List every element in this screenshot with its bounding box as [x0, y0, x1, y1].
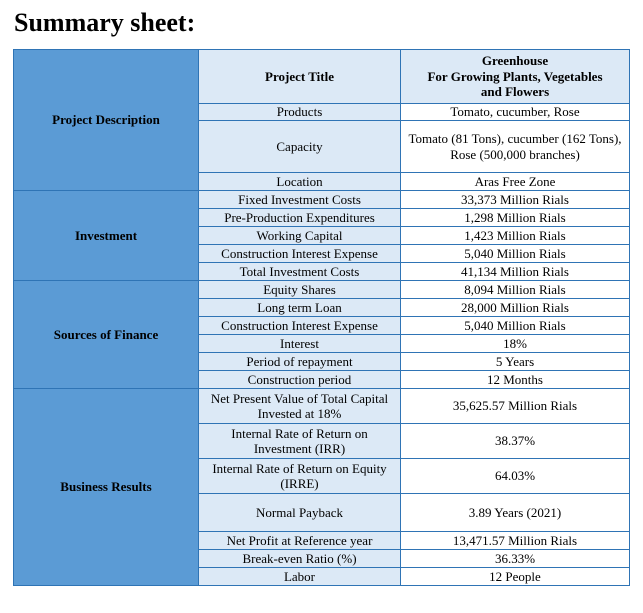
row-value: 33,373 Million Rials	[401, 191, 630, 209]
section-sources-of-finance: Sources of Finance	[14, 281, 199, 389]
table-row	[14, 281, 630, 299]
project-title-label: Project Title	[199, 50, 401, 104]
row-value: 12 People	[401, 568, 630, 586]
row-value: 5,040 Million Rials	[401, 317, 630, 335]
row-label: Normal Payback	[199, 494, 401, 532]
row-value: Tomato (81 Tons), cucumber (162 Tons), Rose (500,000 branches)	[401, 121, 630, 173]
summary-table	[13, 49, 630, 586]
table-row	[14, 389, 630, 424]
page-title: Summary sheet:	[14, 8, 196, 37]
project-title-value	[401, 50, 630, 104]
row-label: Working Capital	[199, 227, 401, 245]
row-value: 35,625.57 Million Rials	[401, 389, 630, 424]
row-value: 18%	[401, 335, 630, 353]
row-value: 1,423 Million Rials	[401, 227, 630, 245]
row-value: 5 Years	[401, 353, 630, 371]
row-value: 12 Months	[401, 371, 630, 389]
section-project-description: Project Description	[14, 50, 199, 191]
row-label: Internal Rate of Return on Investment (IRR)	[199, 424, 401, 459]
row-label: Products	[199, 104, 401, 121]
row-value: 41,134 Million Rials	[401, 263, 630, 281]
row-value: 38.37%	[401, 424, 630, 459]
row-label: Interest	[199, 335, 401, 353]
project-title-line: Greenhouse	[481, 53, 549, 69]
row-label: Break-even Ratio (%)	[199, 550, 401, 568]
row-label: Long term Loan	[199, 299, 401, 317]
row-value: 28,000 Million Rials	[401, 299, 630, 317]
row-label: Equity Shares	[199, 281, 401, 299]
row-label: Period of repayment	[199, 353, 401, 371]
row-label: Location	[199, 173, 401, 191]
row-label: Capacity	[199, 121, 401, 173]
row-value: 36.33%	[401, 550, 630, 568]
row-label: Net Profit at Reference year	[199, 532, 401, 550]
project-title-line: and Flowers	[480, 84, 550, 100]
row-value: Aras Free Zone	[401, 173, 630, 191]
row-label: Construction Interest Expense	[199, 317, 401, 335]
row-label: Construction Interest Expense	[199, 245, 401, 263]
section-business-results: Business Results	[14, 389, 199, 586]
row-label: Pre-Production Expenditures	[199, 209, 401, 227]
row-value: 1,298 Million Rials	[401, 209, 630, 227]
row-label: Net Present Value of Total Capital Invested at 18%	[199, 389, 401, 424]
row-label: Labor	[199, 568, 401, 586]
row-value: 8,094 Million Rials	[401, 281, 630, 299]
project-title-line: For Growing Plants, Vegetables	[427, 68, 603, 84]
row-value: Tomato, cucumber, Rose	[401, 104, 630, 121]
row-label: Fixed Investment Costs	[199, 191, 401, 209]
row-value: 64.03%	[401, 459, 630, 494]
table-row	[14, 191, 630, 209]
section-investment: Investment	[14, 191, 199, 281]
header-row	[14, 50, 630, 104]
row-value: 13,471.57 Million Rials	[401, 532, 630, 550]
row-label: Construction period	[199, 371, 401, 389]
row-value: 3.89 Years (2021)	[401, 494, 630, 532]
row-label: Internal Rate of Return on Equity (IRRE)	[199, 459, 401, 494]
row-value: 5,040 Million Rials	[401, 245, 630, 263]
row-label: Total Investment Costs	[199, 263, 401, 281]
